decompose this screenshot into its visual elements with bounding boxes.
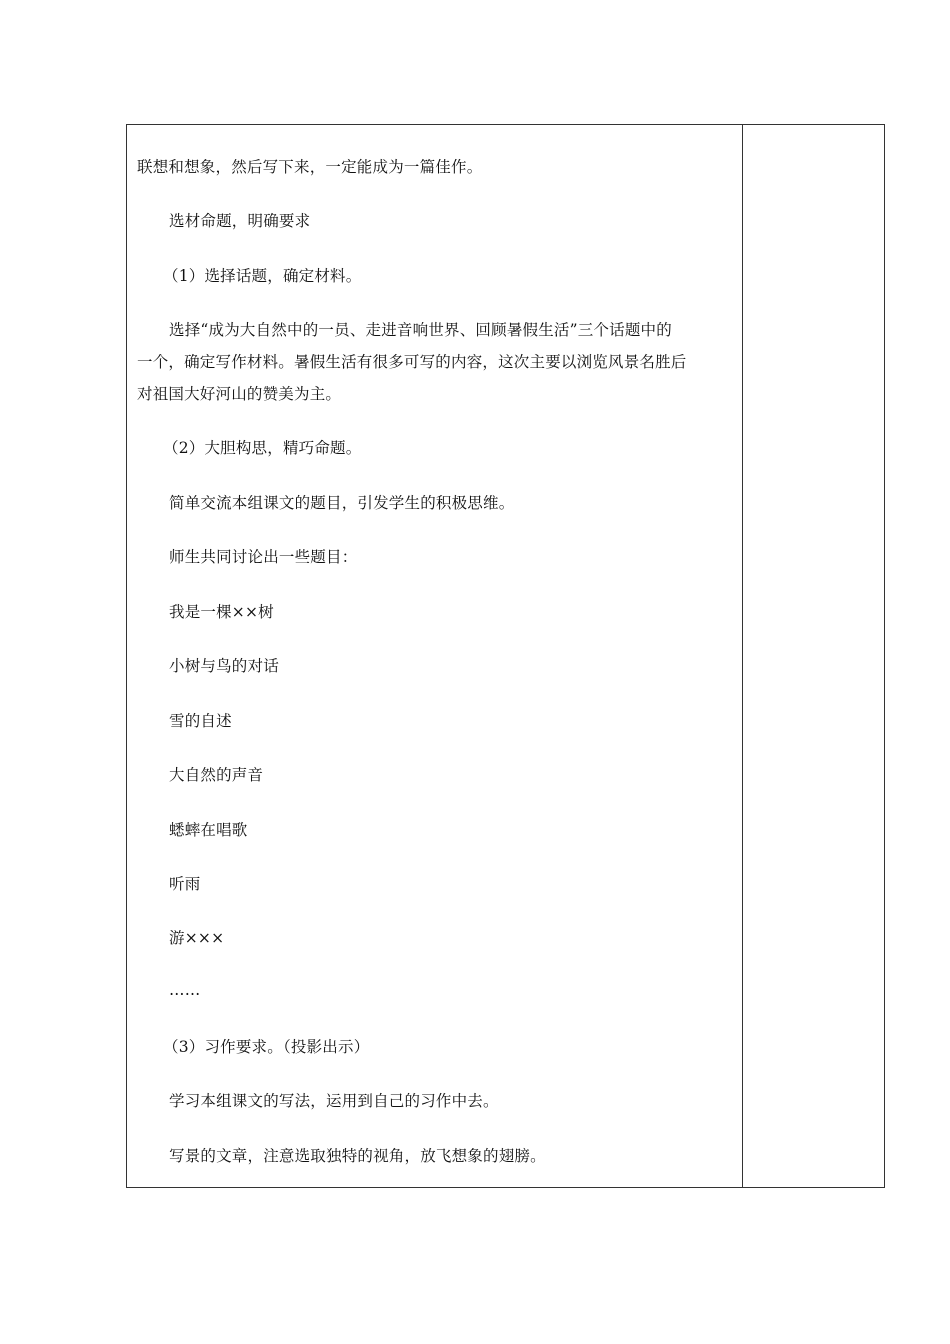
notes-cell — [743, 125, 884, 1187]
subsection-heading: （2）大胆构思，精巧命题。 — [163, 439, 362, 457]
list-item: 大自然的声音 — [169, 766, 264, 784]
text-line: 简单交流本组课文的题目，引发学生的积极思维。 — [169, 494, 515, 512]
subsection-heading: （1）选择话题，确定材料。 — [163, 267, 362, 285]
text-line: 对祖国大好河山的赞美为主。 — [137, 385, 342, 403]
list-item: 小树与鸟的对话 — [169, 657, 279, 675]
list-item: 听雨 — [169, 875, 201, 893]
ellipsis: …… — [169, 981, 201, 999]
section-heading: 选材命题，明确要求 — [169, 212, 311, 230]
list-item: 蟋蟀在唱歌 — [169, 821, 248, 839]
text-line: 一个，确定写作材料。暑假生活有很多可写的内容，这次主要以浏览风景名胜后 — [137, 353, 687, 371]
list-item: 我是一棵××树 — [169, 603, 274, 621]
subsection-heading: （3）习作要求。（投影出示） — [163, 1038, 370, 1056]
list-item: 雪的自述 — [169, 712, 232, 730]
list-item: 游××× — [169, 929, 225, 947]
text-line: 选择“成为大自然中的一员、走进音响世界、回顾暑假生活”三个话题中的 — [169, 321, 672, 339]
text-line: 师生共同讨论出一些题目： — [169, 548, 358, 566]
text-line: 联想和想象，然后写下来，一定能成为一篇佳作。 — [137, 158, 483, 176]
text-line: 写景的文章，注意选取独特的视角，放飞想象的翅膀。 — [169, 1147, 546, 1165]
content-cell — [127, 125, 743, 1187]
text-line: 学习本组课文的写法，运用到自己的习作中去。 — [169, 1092, 499, 1110]
document-table — [126, 124, 885, 1188]
